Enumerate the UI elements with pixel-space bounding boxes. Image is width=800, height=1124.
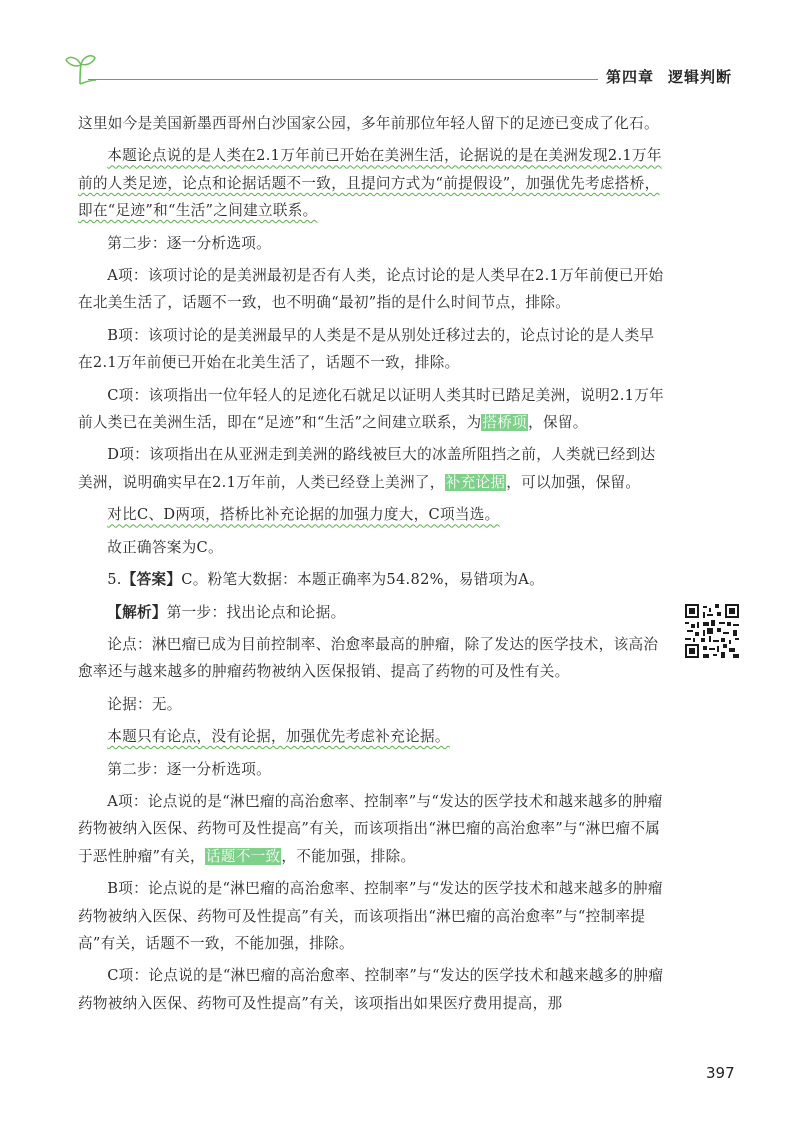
paragraph-comparison <box>78 501 668 528</box>
header-rule <box>88 79 598 80</box>
paragraph-option-c <box>78 382 668 437</box>
highlight-text: 补充论据 <box>445 473 506 491</box>
paragraph-summary <box>78 723 668 750</box>
paragraph-option-a <box>78 788 668 870</box>
chapter-title: 逻辑判断 <box>668 68 733 86</box>
paragraph-option-b: B项：该项讨论的是美洲最早的人类是不是从别处迁移过去的，论点讨论的是人类早在2.1万年前便已开始在北美生活了，话题不一致，排除。 <box>78 326 655 372</box>
page-number: 397 <box>706 1064 735 1082</box>
highlight-text: 搭桥项 <box>482 414 528 432</box>
wavy-underlined-text: 本题只有论点，没有论据，加强优先考虑补充论据。 <box>107 728 450 746</box>
text: ，保留。 <box>528 414 588 432</box>
paragraph: 第二步：逐一分析选项。 <box>107 234 272 252</box>
paragraph: 第二步：逐一分析选项。 <box>107 760 272 778</box>
paragraph: 这里如今是美国新墨西哥州白沙国家公园，多年前那位年轻人留下的足迹已变成了化石。 <box>78 115 659 132</box>
wavy-underlined-text: 对比C、D两项，搭桥比补充论据的加强力度大，C项当选。 <box>107 506 500 524</box>
paragraph-thesis: 论点：淋巴瘤已成为目前控制率、治愈率最高的肿瘤，除了发达的医学技术，该高治愈率还与越来越多的肿瘤药物被纳入医保报销、提高了药物的可及性有关。 <box>78 635 659 681</box>
highlight-text: 话题不一致 <box>205 847 281 865</box>
question-number: 5. <box>107 571 122 589</box>
paragraph-thesis <box>78 142 668 224</box>
paragraph-analysis <box>78 599 668 626</box>
text: ，可以加强，保留。 <box>506 473 641 491</box>
text: 第一步：找出论点和论据。 <box>166 603 346 621</box>
paragraph-option-b: B项：论点说的是“淋巴瘤的高治愈率、控制率”与“发达的医学技术和越来越多的肿瘤药物被纳入医保、药物可及性提高”有关，而该项指出“淋巴瘤的高治愈率”与“控制率提高”有关，话题不一致，不能加强，排除。 <box>78 880 663 952</box>
paragraph-option-c: C项：论点说的是“淋巴瘤的高治愈率、控制率”与“发达的医学技术和越来越多的肿瘤药物被纳入医保、药物可及性提高”有关，该项指出如果医疗费用提高，那 <box>78 967 664 1012</box>
paragraph-q5-answer <box>78 566 668 593</box>
text: D项：该项指出在从亚洲走到美洲的路线被巨大的冰盖所阻挡之前，人类就已经到达美洲，说明确实早在2.1万年前，人类已经登上美洲了， <box>78 446 656 491</box>
analysis-tag: 【解析】 <box>107 603 167 621</box>
sprout-icon <box>60 50 100 86</box>
paragraph-option-d <box>78 441 668 496</box>
chapter-label: 第四章 <box>606 68 655 86</box>
text: A项：论点说的是“淋巴瘤的高治愈率、控制率”与“发达的医学技术和越来越多的肿瘤药物被纳入医保、药物可及性提高”有关，而该项指出“淋巴瘤的高治愈率”与“淋巴瘤不属于恶性肿瘤”有关， <box>78 792 663 865</box>
chapter-heading <box>606 66 732 87</box>
paragraph-option-a: A项：该项讨论的是美洲最初是否有人类，论点讨论的是人类早在2.1万年前便已开始在北美生活了，话题不一致，也不明确“最初”指的是什么时间节点，排除。 <box>78 267 664 312</box>
wavy-underlined-text: 本题论点说的是人类在2.1万年前已开始在美洲生活，论据说的是在美洲发现2.1万年前的人类足迹，论点和论据话题不一致，且提问方式为“前提假设”，加强优先考虑搭桥，即在“足迹”和“生活”之间建立联系。 <box>78 147 662 220</box>
page-body <box>78 110 668 1022</box>
text: C项：该项指出一位年轻人的足迹化石就足以证明人类其时已踏足美洲，说明2.1万年前人类已在美洲生活，即在“足迹”和“生活”之间建立联系，为 <box>78 386 665 432</box>
text: C。粉笔大数据：本题正确率为54.82%，易错项为A。 <box>181 571 545 589</box>
qr-code-icon[interactable] <box>685 604 739 658</box>
paragraph-evidence: 论据：无。 <box>107 695 182 713</box>
page-header <box>0 0 800 100</box>
paragraph-answer: 故正确答案为C。 <box>107 538 223 556</box>
answer-tag: 【答案】 <box>121 571 182 589</box>
text: ，不能加强，排除。 <box>281 847 416 865</box>
